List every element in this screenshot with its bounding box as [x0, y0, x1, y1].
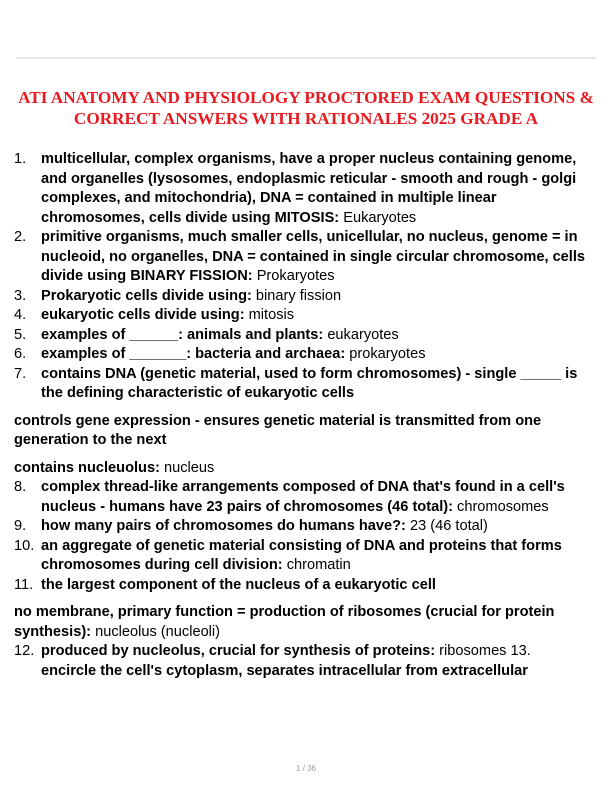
page-indicator: 1 / 36 — [295, 764, 316, 773]
answer-text: nucleus — [159, 459, 215, 476]
question-text: contains DNA (genetic material, used to form chromosomes) - single _____ is the defining characteristic of eukaryotic cells — [41, 365, 578, 401]
answer-text: Eukaryotes — [339, 209, 417, 226]
question-text: the largest component of the nucleus of a eukaryotic cell — [41, 576, 436, 593]
answer-text: mitosis — [244, 307, 295, 323]
question-item — [14, 642, 600, 662]
document-body — [14, 150, 600, 681]
question-text: primitive organisms, much smaller cells, unicellular, no nucleus, genome = in nucleoid, no organelles, DNA = contained in single circular chromosome, cells divide using BINARY FISSION: — [41, 229, 586, 284]
question-text: produced by nucleolus, crucial for synthesis of proteins: — [41, 643, 436, 659]
answer-text: 23 (46 total) — [405, 518, 488, 534]
question-text: complex thread-like arrangements composed of DNA that's found in a cell's nucleus - humans have 23 pairs of chromosomes (46 total): — [41, 479, 565, 515]
question-item — [14, 662, 600, 682]
answer-paragraph — [14, 412, 600, 451]
question-number: 7. — [14, 365, 27, 382]
question-text: controls gene expression - ensures genetic material is transmitted from one generation to the next — [14, 412, 542, 448]
answer-text: eukaryotes — [323, 326, 399, 343]
question-text: Prokaryotic cells divide using: — [41, 287, 252, 304]
answer-text: ribosomes 13. — [435, 643, 531, 659]
question-number: 4. — [14, 307, 27, 323]
question-text: how many pairs of chromosomes do humans have?: — [41, 518, 406, 534]
question-item — [14, 365, 600, 404]
question-text: eukaryotic cells divide using: — [41, 307, 245, 323]
question-number: 11. — [14, 576, 34, 593]
question-item — [14, 228, 600, 287]
question-number: 5. — [14, 326, 27, 343]
question-number: 9. — [14, 518, 27, 534]
question-text: encircle the cell's cytoplasm, separates intracellular from extracellular — [41, 662, 528, 679]
document-title: ATI ANATOMY AND PHYSIOLOGY PROCTORED EXAM QUESTIONS & CORRECT ANSWERS WITH RATIONALES 2025 GRADE A — [18, 88, 594, 128]
question-item — [14, 326, 600, 346]
top-divider — [16, 57, 596, 59]
question-item — [14, 287, 600, 307]
question-number: 6. — [14, 346, 27, 362]
question-list-a — [14, 150, 600, 404]
question-number: 1. — [14, 151, 27, 167]
question-item — [14, 537, 600, 576]
question-item — [14, 478, 600, 517]
answer-text: prokaryotes — [345, 346, 426, 362]
question-item — [14, 576, 600, 596]
question-text: multicellular, complex organisms, have a proper nucleus containing genome, and organelles (lysosomes, endoplasmic reticular - smooth and rough - golgi complexes, and mitochondria), DNA = contained in multiple linear chromosomes, cells divide using MITOSIS: — [41, 151, 577, 226]
answer-text: chromosomes — [452, 498, 549, 515]
question-text: examples of ______: animals and plants: — [41, 326, 324, 343]
question-item — [14, 517, 600, 537]
question-text: an aggregate of genetic material consisting of DNA and proteins that forms chromosomes during cell division: — [41, 537, 562, 573]
question-text: no membrane, primary function = production of ribosomes (crucial for protein synthesis): — [14, 604, 555, 640]
question-text: examples of _______: bacteria and archaea: — [41, 346, 346, 362]
answer-text: chromatin — [282, 557, 351, 573]
answer-text: nucleolus (nucleoli) — [91, 623, 221, 640]
question-text: contains nucleuolus: — [14, 459, 160, 476]
question-number: 3. — [14, 287, 27, 304]
question-item — [14, 345, 600, 365]
answer-paragraph — [14, 459, 600, 479]
question-item — [14, 150, 600, 228]
question-number: 12. — [14, 643, 35, 659]
answer-text: Prokaryotes — [252, 268, 335, 284]
question-number: 8. — [14, 479, 27, 495]
answer-text: binary fission — [251, 287, 342, 304]
question-item — [14, 306, 600, 326]
answer-paragraph — [14, 603, 600, 642]
question-list-c — [14, 642, 600, 681]
question-number: 10. — [14, 537, 35, 554]
question-list-b — [14, 478, 600, 595]
question-number: 2. — [14, 229, 27, 245]
